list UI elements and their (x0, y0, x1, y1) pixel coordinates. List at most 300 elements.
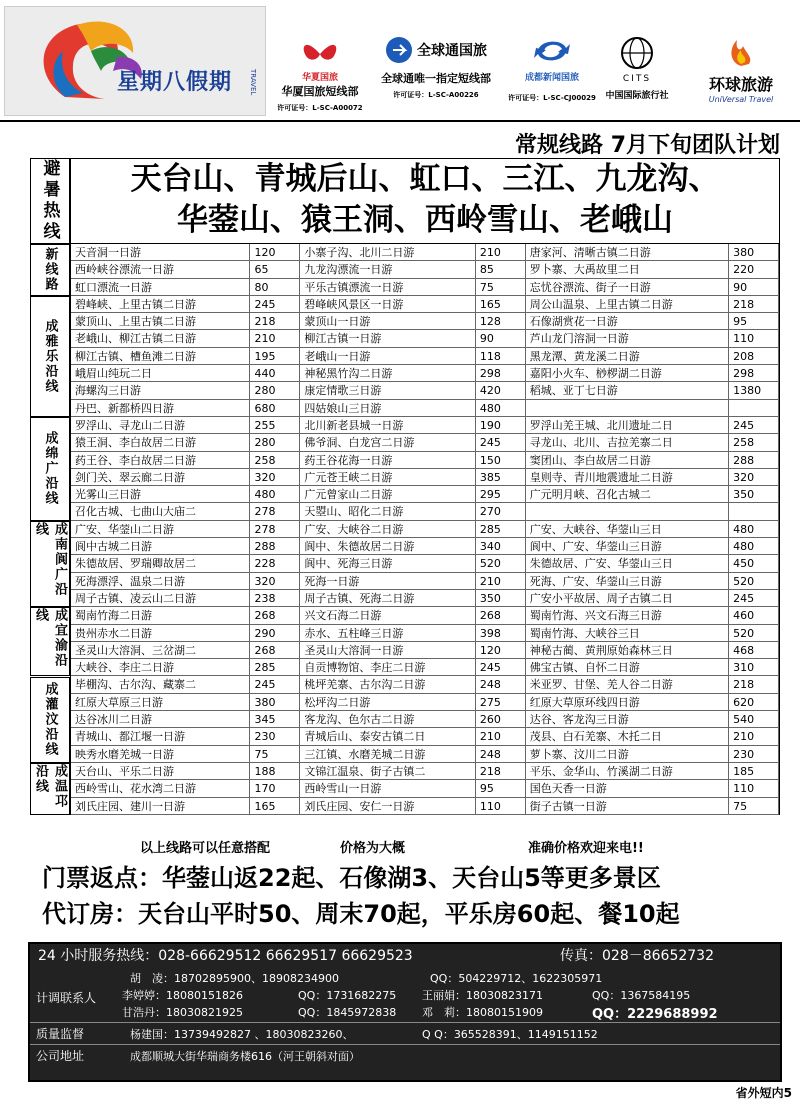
route-name: 小寨子沟、北川二日游 (300, 244, 476, 260)
route-name: 嘉阳小火车、桫椤湖二日游 (526, 365, 729, 381)
route-price: 285 (250, 659, 300, 675)
route-price: 540 (729, 711, 779, 727)
route-name: 佛宝古镇、自怀二日游 (526, 659, 729, 675)
route-name: 蒙顶山一日游 (300, 313, 476, 329)
route-price: 285 (476, 521, 526, 537)
route-price: 290 (250, 625, 300, 641)
route-name (526, 400, 729, 416)
company-address: 成都顺城大街华瑞商务楼616（河王朝斜对面） (130, 1050, 360, 1063)
page-title-bar (0, 126, 800, 156)
hero-line-1: 天台山、青城后山、虹口、三江、九龙沟、 (130, 161, 720, 197)
section-label (30, 607, 70, 676)
note-call: 准确价格欢迎来电!! (528, 841, 644, 856)
section-label-text: 新线路 (42, 247, 58, 293)
header (0, 0, 800, 122)
route-price: 80 (250, 279, 300, 295)
address-label: 公司地址 (30, 1046, 120, 1066)
section-label-text: 成灌汶沿线 (42, 682, 58, 758)
route-price: 480 (250, 486, 300, 502)
route-name: 老峨山一日游 (300, 348, 476, 364)
route-price: 520 (729, 573, 779, 589)
route-name: 黑龙潭、黄龙溪二日游 (526, 348, 729, 364)
route-name: 死海一日游 (300, 573, 476, 589)
route-name: 周公山温泉、上里古镇二日游 (526, 296, 729, 312)
butterfly-logo-icon (300, 36, 340, 66)
route-note (70, 831, 780, 859)
route-price: 320 (729, 469, 779, 485)
route-price: 165 (476, 296, 526, 312)
route-name: 寻龙山、北川、吉拉羌寨二日 (526, 434, 729, 450)
route-price: 320 (250, 469, 300, 485)
table-row (71, 296, 779, 313)
route-price: 280 (250, 382, 300, 398)
route-name: 四姑娘山三日游 (300, 400, 476, 416)
route-name: 蜀南竹海二日游 (71, 607, 250, 623)
route-name: 药王谷、李白故居二日游 (71, 452, 250, 468)
route-price: 75 (729, 798, 779, 814)
route-price: 258 (250, 452, 300, 468)
fax-text: 传真：028－86652732 (560, 948, 714, 964)
route-price: 75 (476, 279, 526, 295)
partner-huaxia-license: 许可证号：L-SC-A00072 (277, 104, 363, 112)
section-label (30, 244, 70, 296)
partner-huaxia (270, 36, 370, 113)
route-price: 450 (729, 555, 779, 571)
route-price: 255 (250, 417, 300, 433)
quality-label: 质量监督 (30, 1024, 120, 1044)
table-row (71, 798, 779, 815)
hero-destinations (70, 158, 780, 244)
route-price: 220 (729, 261, 779, 277)
route-price: 680 (250, 400, 300, 416)
route-name: 窦团山、李白故居二日游 (526, 452, 729, 468)
route-name: 剑门关、翠云廊二日游 (71, 469, 250, 485)
route-name: 广安、大峡谷、华蓥山三日 (526, 521, 729, 537)
route-name: 罗浮山羌王城、北川遗址二日 (526, 417, 729, 433)
table-row (71, 625, 779, 642)
route-price: 95 (729, 313, 779, 329)
note-combine: 以上线路可以任意搭配 (140, 841, 271, 856)
route-name: 碧峰峡风景区一日游 (300, 296, 476, 312)
route-price: 190 (476, 417, 526, 433)
route-name: 蜀南竹海、兴文石海三日游 (526, 607, 729, 623)
planner-2: 李婷婷：18080151826 (122, 989, 243, 1002)
route-price: 195 (250, 348, 300, 364)
route-price: 350 (729, 486, 779, 502)
planner-5: 邓 莉：18080151909 (422, 1006, 543, 1019)
route-price: 295 (476, 486, 526, 502)
route-name: 萝卜寨、汶川二日游 (526, 746, 729, 762)
table-row (71, 469, 779, 486)
route-price: 75 (250, 746, 300, 762)
route-price: 218 (476, 763, 526, 779)
route-price: 440 (250, 365, 300, 381)
table-row (71, 434, 779, 451)
route-price: 128 (476, 313, 526, 329)
route-name: 松坪沟二日游 (300, 694, 476, 710)
route-price: 210 (476, 573, 526, 589)
route-name: 神秘古蔺、黄荆原始森林三日 (526, 642, 729, 658)
route-name: 达谷冰川二日游 (71, 711, 250, 727)
route-name: 平乐古镇漂流一日游 (300, 279, 476, 295)
route-price: 480 (729, 538, 779, 554)
route-price: 258 (729, 434, 779, 450)
hotline-bar (30, 944, 780, 968)
route-name: 虹口漂流一日游 (71, 279, 250, 295)
route-price: 288 (729, 452, 779, 468)
page-title: 常规线路 7月下旬团队计划 (515, 133, 780, 158)
route-price: 385 (476, 469, 526, 485)
route-price: 228 (250, 555, 300, 571)
route-name: 客龙沟、色尔古二日游 (300, 711, 476, 727)
route-name: 广元曾家山二日游 (300, 486, 476, 502)
route-name: 碧峰峡、上里古镇二日游 (71, 296, 250, 312)
route-name: 罗浮山、寻龙山二日游 (71, 417, 250, 433)
hotel-booking: 代订房：天台山平时50、周末70起，平乐房60起、餐10起 (42, 900, 680, 928)
table-row (71, 400, 779, 417)
planner-2-qq: QQ：1731682275 (298, 989, 397, 1002)
route-price: 95 (476, 780, 526, 796)
route-price: 210 (476, 244, 526, 260)
route-price: 165 (250, 798, 300, 814)
route-name: 天曌山、昭化二日游 (300, 503, 476, 519)
route-price: 65 (250, 261, 300, 277)
route-name: 阆中、死海三日游 (300, 555, 476, 571)
route-price: 268 (476, 607, 526, 623)
table-row (71, 728, 779, 745)
route-price: 150 (476, 452, 526, 468)
route-name: 国色天香一日游 (526, 780, 729, 796)
table-row (71, 279, 779, 296)
planner-5-qq: QQ：2229688992 (592, 1007, 718, 1022)
brand-sub: TRAVEL (249, 69, 257, 96)
route-price: 85 (476, 261, 526, 277)
table-row (71, 780, 779, 797)
table-row (71, 694, 779, 711)
route-name: 忘忧谷漂流、街子一日游 (526, 279, 729, 295)
route-name: 稻城、亚丁七日游 (526, 382, 729, 398)
planner-1: 胡 凌：18702895900、18908234900 (130, 972, 339, 985)
route-price: 118 (476, 348, 526, 364)
table-row (71, 538, 779, 555)
route-price: 460 (729, 607, 779, 623)
quality-qq: Q Q：365528391、1149151152 (422, 1028, 598, 1041)
route-price: 275 (476, 694, 526, 710)
ticket-info (30, 860, 780, 932)
partner-cits (594, 36, 680, 101)
table-row (71, 746, 779, 763)
route-name: 圣灵山大溶洞一日游 (300, 642, 476, 658)
route-price: 230 (250, 728, 300, 744)
route-name: 三江镇、水磨羌城二日游 (300, 746, 476, 762)
route-price: 260 (476, 711, 526, 727)
route-price: 245 (476, 659, 526, 675)
route-name: 蒙顶山、上里古镇二日游 (71, 313, 250, 329)
route-price: 278 (250, 521, 300, 537)
route-name: 西岭峡谷漂流一日游 (71, 261, 250, 277)
route-name: 蜀南竹海、大峡谷三日 (526, 625, 729, 641)
table-row (71, 573, 779, 590)
route-price: 188 (250, 763, 300, 779)
route-name: 贵州赤水二日游 (71, 625, 250, 641)
partner-cits-logo: CITS (622, 74, 652, 84)
route-price: 520 (729, 625, 779, 641)
route-name: 刘氏庄园、建川一日游 (71, 798, 250, 814)
route-price: 380 (250, 694, 300, 710)
route-name: 青城山、都江堰一日游 (71, 728, 250, 744)
route-name: 神秘黑竹沟二日游 (300, 365, 476, 381)
cits-globe-icon (619, 36, 655, 70)
planner-3: 王丽娟：18030823171 (422, 989, 543, 1002)
partner-global-license: 许可证号：L-SC-A00226 (393, 91, 479, 99)
route-name: 映秀水磨羌城一日游 (71, 746, 250, 762)
route-name: 周子古镇、凌云山二日游 (71, 590, 250, 606)
route-name: 天台山、平乐二日游 (71, 763, 250, 779)
route-name: 西岭雪山、花水湾二日游 (71, 780, 250, 796)
route-name: 自贡博物馆、李庄二日游 (300, 659, 476, 675)
table-row (71, 452, 779, 469)
route-price: 320 (250, 573, 300, 589)
route-name: 天音洞一日游 (71, 244, 250, 260)
globe-arrow-icon (385, 36, 413, 64)
table-row (71, 607, 779, 624)
route-price: 218 (729, 676, 779, 692)
route-name: 召化古城、七曲山大庙二 (71, 503, 250, 519)
route-price: 245 (729, 417, 779, 433)
route-name: 海螺沟三日游 (71, 382, 250, 398)
ticket-rebate: 门票返点：华蓥山返22起、石像湖3、天台山5等更多景区 (42, 864, 661, 892)
route-price: 218 (729, 296, 779, 312)
table-row (71, 659, 779, 676)
partner-chengdu-name: 成都新闻国旅 (524, 73, 579, 83)
partner-global-name: 全球通唯一指定短线部 (381, 72, 491, 85)
route-price: 90 (476, 330, 526, 346)
route-name: 石像湖赏花一日游 (526, 313, 729, 329)
route-price (729, 503, 779, 519)
route-name (526, 503, 729, 519)
route-name: 康定情歌三日游 (300, 382, 476, 398)
route-price: 210 (250, 330, 300, 346)
route-price: 170 (250, 780, 300, 796)
route-price: 288 (250, 538, 300, 554)
route-name: 周子古镇、死海二日游 (300, 590, 476, 606)
table-row (71, 244, 779, 261)
note-price: 价格为大概 (340, 841, 406, 856)
route-price: 218 (250, 313, 300, 329)
route-price: 110 (476, 798, 526, 814)
table-row (71, 486, 779, 503)
route-name: 广元苍王峡二日游 (300, 469, 476, 485)
route-name: 广元明月峡、召化古城二 (526, 486, 729, 502)
route-price: 110 (729, 330, 779, 346)
route-name: 刘氏庄园、安仁一日游 (300, 798, 476, 814)
table-row (71, 590, 779, 607)
route-name: 猿王洞、李白故居二日游 (71, 434, 250, 450)
table-row (71, 555, 779, 572)
route-name: 兴文石海二日游 (300, 607, 476, 623)
route-table (70, 244, 780, 815)
route-price: 245 (476, 434, 526, 450)
route-name: 死海、广安、华蓥山三日游 (526, 573, 729, 589)
route-price: 520 (476, 555, 526, 571)
route-name: 文锦江温泉、街子古镇二 (300, 763, 476, 779)
route-name: 广安小平故居、周子古镇二日 (526, 590, 729, 606)
route-name: 死海漂浮、温泉二日游 (71, 573, 250, 589)
section-label (30, 763, 70, 815)
route-price: 350 (476, 590, 526, 606)
table-row (71, 763, 779, 780)
route-name: 光雾山三日游 (71, 486, 250, 502)
partner-huaxia-logo-text: 华夏国旅 (301, 73, 338, 83)
route-name: 茂县、白石羌寨、木托二日 (526, 728, 729, 744)
route-price: 248 (476, 676, 526, 692)
route-name: 毕棚沟、古尔沟、藏寨二 (71, 676, 250, 692)
partner-huanqiu (686, 36, 796, 104)
route-price: 238 (250, 590, 300, 606)
route-name: 广安、大峡谷二日游 (300, 521, 476, 537)
route-name: 圣灵山大溶洞、三岔湖二 (71, 642, 250, 658)
route-name: 广安、华蓥山二日游 (71, 521, 250, 537)
table-row (71, 365, 779, 382)
table-row (71, 642, 779, 659)
route-price (729, 400, 779, 416)
route-price: 310 (729, 659, 779, 675)
route-name: 朱德故居、广安、华蓥山三日 (526, 555, 729, 571)
route-name: 丹巴、新都桥四日游 (71, 400, 250, 416)
route-name: 柳江古镇一日游 (300, 330, 476, 346)
route-price: 185 (729, 763, 779, 779)
route-name: 红原大草原三日游 (71, 694, 250, 710)
partner-cits-name: 中国国际旅行社 (605, 91, 669, 101)
route-price: 120 (476, 642, 526, 658)
route-price: 480 (476, 400, 526, 416)
route-price: 1380 (729, 382, 779, 398)
table-row (71, 417, 779, 434)
route-price: 270 (476, 503, 526, 519)
brand-logo (4, 6, 266, 116)
route-price: 210 (476, 728, 526, 744)
partner-huanqiu-logo-text: 环球旅游 (708, 75, 773, 94)
section-label-text: 成雅乐沿线 (42, 318, 58, 394)
table-row (71, 503, 779, 520)
contact-box (28, 942, 782, 1082)
route-name: 阆中、朱德故居二日游 (300, 538, 476, 554)
section-label-text: 成宜渝沿线 (33, 608, 67, 669)
route-price: 345 (250, 711, 300, 727)
planner-3-qq: QQ：1367584195 (592, 989, 691, 1002)
route-price: 268 (250, 642, 300, 658)
route-price: 380 (729, 244, 779, 260)
route-price: 208 (729, 348, 779, 364)
partner-huaxia-name: 华厦国旅短线部 (281, 85, 359, 98)
planner-label: 计调联系人 (30, 986, 120, 1010)
route-name: 西岭雪山一日游 (300, 780, 476, 796)
route-name: 阆中古城二日游 (71, 538, 250, 554)
route-price: 245 (250, 676, 300, 692)
route-price: 245 (250, 296, 300, 312)
route-price: 420 (476, 382, 526, 398)
route-price: 110 (729, 780, 779, 796)
partner-huanqiu-name: UniVersal Travel (708, 95, 774, 104)
brand-name: 星期八假期 (117, 70, 233, 95)
route-price: 480 (729, 521, 779, 537)
route-name: 老峨山、柳江古镇二日游 (71, 330, 250, 346)
planner-4-qq: QQ：1845972838 (298, 1006, 397, 1019)
route-price: 248 (476, 746, 526, 762)
route-name: 北川新老县城一日游 (300, 417, 476, 433)
section-label (30, 296, 70, 417)
route-name: 桃坪羌寨、古尔沟二日游 (300, 676, 476, 692)
section-label-text: 成绵广沿线 (42, 431, 58, 507)
section-label (30, 417, 70, 521)
section-label-text: 成温邛沿线 (33, 764, 67, 809)
route-price: 398 (476, 625, 526, 641)
partner-global-logo-text: 全球通国旅 (417, 43, 487, 59)
route-name: 红原大草原环线四日游 (526, 694, 729, 710)
route-name: 皇则寺、青川地震遗址二日游 (526, 469, 729, 485)
table-row (71, 261, 779, 278)
section-label (30, 677, 70, 764)
route-price: 280 (250, 434, 300, 450)
route-name: 唐家河、清晰古镇二日游 (526, 244, 729, 260)
route-name: 柳江古镇、槽鱼滩二日游 (71, 348, 250, 364)
quality-contact: 杨建国：13739492827 、18030823260、 (130, 1028, 354, 1041)
route-name: 青城后山、泰安古镇二日 (300, 728, 476, 744)
route-name: 佛爷洞、白龙宫二日游 (300, 434, 476, 450)
route-price: 90 (729, 279, 779, 295)
table-row (71, 313, 779, 330)
partner-chengdu-license: 许可证号：L-SC-CJ00029 (508, 94, 596, 102)
route-name: 九龙沟漂流一日游 (300, 261, 476, 277)
page-footer: 省外短内5 (735, 1086, 792, 1100)
route-price: 245 (729, 590, 779, 606)
route-price: 210 (729, 728, 779, 744)
table-row (71, 348, 779, 365)
route-price: 120 (250, 244, 300, 260)
route-name: 阆中、广安、华蓥山三日游 (526, 538, 729, 554)
route-name: 芦山龙门溶洞一日游 (526, 330, 729, 346)
route-name: 街子古镇一日游 (526, 798, 729, 814)
route-price: 298 (729, 365, 779, 381)
section-label-text: 成南阆广沿线 (33, 521, 67, 597)
table-row (71, 330, 779, 347)
planner-1-qq: QQ：504229712、1622305971 (430, 972, 603, 985)
table-row (71, 521, 779, 538)
section-label (30, 521, 70, 608)
route-name: 平乐、金华山、竹溪湖二日游 (526, 763, 729, 779)
route-price: 468 (729, 642, 779, 658)
route-price: 340 (476, 538, 526, 554)
table-row (71, 382, 779, 399)
partner-global (372, 36, 500, 100)
route-name: 药王谷花海一日游 (300, 452, 476, 468)
hero-line-2: 华蓥山、猿王洞、西岭雪山、老峨山 (177, 202, 673, 238)
route-price: 278 (250, 503, 300, 519)
swirl-logo-icon (5, 7, 267, 117)
route-name: 朱德故居、罗瑞卿故居二 (71, 555, 250, 571)
route-name: 大峡谷、李庄二日游 (71, 659, 250, 675)
route-name: 罗卜寨、大禹故里二日 (526, 261, 729, 277)
partner-chengdu (502, 36, 602, 103)
route-price: 620 (729, 694, 779, 710)
table-row (71, 676, 779, 693)
route-price: 298 (476, 365, 526, 381)
planner-4: 甘浩丹：18030821925 (122, 1006, 243, 1019)
route-name: 米亚罗、甘堡、羌人谷二日游 (526, 676, 729, 692)
hotline-text: 24 小时服务热线：028-66629512 66629517 66629523 (38, 948, 413, 964)
route-name: 达谷、客龙沟三日游 (526, 711, 729, 727)
route-price: 230 (729, 746, 779, 762)
